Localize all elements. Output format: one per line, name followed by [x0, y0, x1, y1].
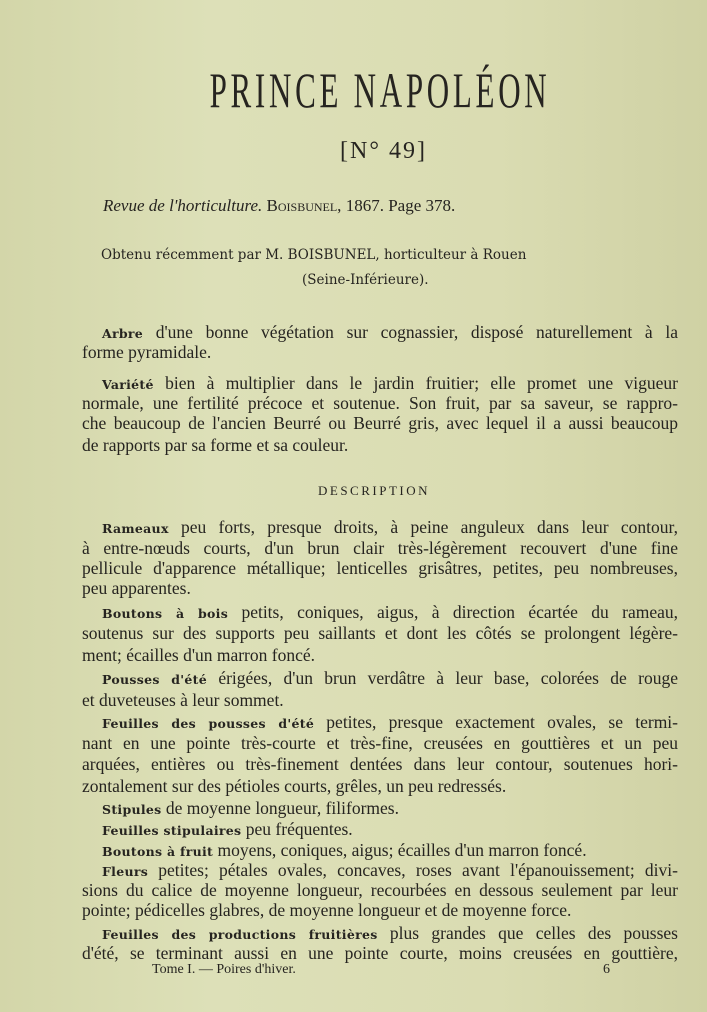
line-text: peu fréquentes.	[241, 819, 353, 839]
citation-author: Boisbunel,	[266, 196, 342, 215]
line-text: de rapports par sa forme et sa couleur.	[82, 435, 349, 455]
text-line	[82, 690, 678, 710]
line-text: arquées, entières ou très-finement dentées dans leur contour, soutenues hori-	[82, 754, 678, 774]
origin-line-1: Obtenu récemment par M. BOISBUNEL, horticulteur à Rouen	[101, 247, 527, 263]
text-line	[102, 840, 678, 862]
text-line	[82, 645, 678, 665]
line-text: bien à multiplier dans le jardin fruitier; elle promet une vigueur	[153, 373, 678, 393]
page-title: PRINCE NAPOLÉON	[209, 62, 551, 118]
text-line	[102, 819, 678, 841]
footer-volume: Tome I. — Poires d'hiver.	[152, 962, 296, 977]
text-line	[82, 776, 678, 796]
term-label: Boutons à bois	[102, 606, 229, 621]
text-line	[82, 880, 678, 900]
term-label: Pousses d'été	[102, 672, 207, 687]
term-label: Boutons à fruit	[102, 844, 214, 859]
line-text: à entre-nœuds courts, d'un brun clair très-légèrement recouvert d'une fine	[82, 538, 678, 558]
term-label: Feuilles des pousses d'été	[102, 716, 315, 731]
line-text: ment; écailles d'un marron foncé.	[82, 645, 315, 665]
variety-number: [N° 49]	[340, 138, 427, 164]
description-heading: DESCRIPTION	[318, 483, 431, 498]
term-label: Rameaux	[102, 521, 169, 536]
term-label: Arbre	[102, 326, 144, 341]
citation-journal: Revue de l'horticulture.	[103, 196, 263, 215]
line-text: d'une bonne végétation sur cognassier, disposé naturellement à la	[143, 322, 678, 342]
text-line	[82, 900, 678, 920]
text-line	[82, 943, 678, 963]
term-label: Variété	[102, 377, 154, 392]
text-line	[82, 623, 678, 643]
term-label: Fleurs	[102, 864, 149, 879]
text-line	[82, 342, 678, 362]
text-line	[82, 733, 678, 753]
line-text: petits, coniques, aigus, à direction écartée du rameau,	[228, 602, 678, 622]
term-label: Feuilles des productions fruitières	[102, 927, 378, 942]
line-text: petites; pétales ovales, concaves, roses avant l'épanouissement; divi-	[148, 860, 678, 880]
text-line	[102, 602, 678, 624]
text-line	[102, 517, 678, 539]
term-label: Feuilles stipulaires	[102, 823, 242, 838]
line-text: che beaucoup de l'ancien Beurré ou Beurré gris, avec lequel il a aussi beaucoup	[82, 413, 678, 433]
text-line	[102, 712, 678, 734]
line-text: plus grandes que celles des pousses	[377, 923, 678, 943]
line-text: peu apparentes.	[82, 578, 191, 598]
text-line	[82, 754, 678, 774]
text-line	[102, 860, 678, 882]
text-line	[82, 435, 678, 455]
text-line	[82, 538, 678, 558]
text-line	[82, 578, 678, 598]
line-text: sions du calice de moyenne longueur, recourbées en dessous seulement par leur	[82, 880, 678, 900]
line-text: moyens, coniques, aigus; écailles d'un marron foncé.	[213, 840, 587, 860]
line-text: nant en une pointe très-courte et très-fine, creusées en gouttières et un peu	[82, 733, 678, 753]
citation	[103, 196, 455, 216]
text-line	[102, 373, 678, 395]
line-text: d'été, se terminant aussi en une pointe courte, moins creusées en gouttière,	[82, 943, 678, 963]
line-text: et duveteuses à leur sommet.	[82, 690, 284, 710]
text-line	[82, 558, 678, 578]
footer-page-number: 6	[603, 962, 610, 977]
line-text: forme pyramidale.	[82, 342, 212, 362]
line-text: zontalement sur des pétioles courts, grêles, un peu redressés.	[82, 776, 507, 796]
line-text: de moyenne longueur, filiformes.	[161, 798, 399, 818]
line-text: soutenus sur des supports peu saillants et dont les côtés se prolongent légère-	[82, 623, 678, 643]
text-line	[102, 798, 678, 820]
origin-line-2: (Seine-Inférieure).	[302, 272, 429, 288]
line-text: pellicule d'apparence métallique; lenticelles grisâtres, petites, peu nombreuses,	[82, 558, 678, 578]
text-line	[82, 413, 678, 433]
line-text: normale, une fertilité précoce et soutenue. Son fruit, par sa saveur, se rappro-	[82, 393, 678, 413]
line-text: érigées, d'un brun verdâtre à leur base, colorées de rouge	[207, 668, 678, 688]
text-line	[102, 923, 678, 945]
line-text: pointe; pédicelles glabres, de moyenne longueur et de moyenne force.	[82, 900, 572, 920]
line-text: peu forts, presque droits, à peine anguleux dans leur contour,	[168, 517, 678, 537]
text-line	[102, 322, 678, 344]
text-line	[82, 393, 678, 413]
text-line	[102, 668, 678, 690]
citation-rest: 1867. Page 378.	[345, 196, 456, 215]
term-label: Stipules	[102, 802, 162, 817]
line-text: petites, presque exactement ovales, se termi-	[314, 712, 678, 732]
